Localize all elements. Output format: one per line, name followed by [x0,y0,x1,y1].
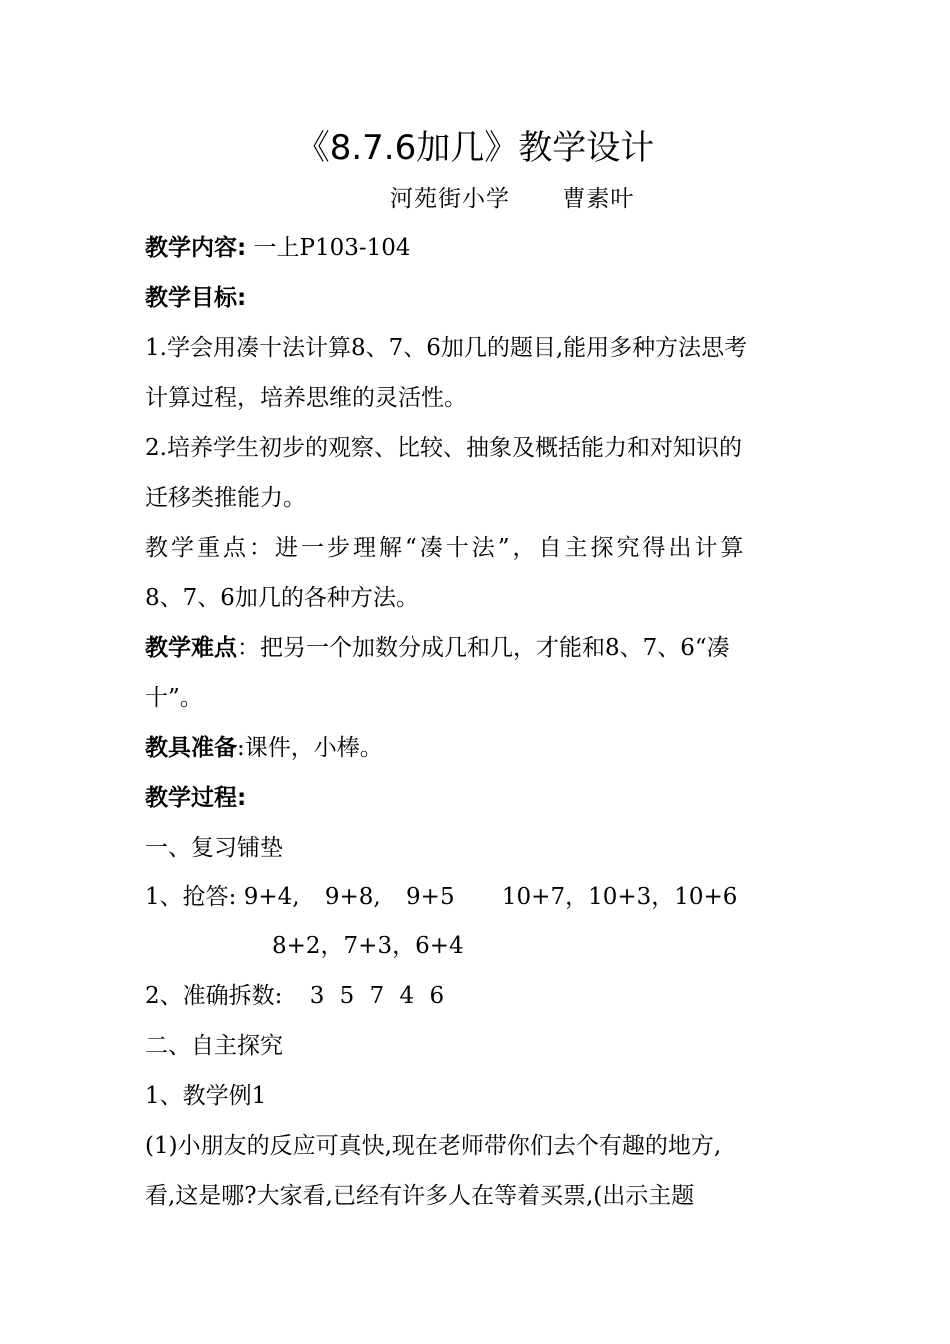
quick-answer-label: 1、抢答: [145,884,237,910]
difficulty-line-2: 十”。 [145,685,203,711]
section-1-heading: 一、复习铺垫 [145,835,283,861]
quick-item: 9+8, [324,884,381,910]
quick-answer-row-2: 8+2，7+3，6+4 [272,933,464,959]
teaching-content-label: 教学内容: [145,235,247,261]
school-name: 河苑街小学 [390,186,510,212]
goal-2-line-2: 迁移类推能力。 [145,485,306,511]
quick-item: 9+5 [406,884,455,910]
byline [390,182,634,216]
teaching-content [145,231,810,265]
step-1-line-1: (1)小朋友的反应可真快,现在老师带你们去个有趣的地方, [145,1133,722,1159]
difficulty-text: ：把另一个加数分成几和几，才能和8、7、6“凑 [237,635,730,661]
tools-text: :课件，小棒。 [237,735,383,761]
tools-label: 教具准备 [145,735,237,761]
key-point-line-2: 8、7、6加几的各种方法。 [145,585,419,611]
quick-items-group: 10+7，10+3，10+6 [501,884,738,910]
split-numbers [145,979,810,1013]
example-1-heading: 1、教学例1 [145,1083,267,1109]
goal-1-line-1: 1.学会用凑十法计算8、7、6加几的题目,能用多种方法思考 [145,335,748,361]
difficulty-label: 教学难点 [145,635,237,661]
teaching-process-label: 教学过程: [145,785,247,811]
step-1-line-2: 看,这是哪?大家看,已经有许多人在等着买票,(出示主题 [145,1183,695,1209]
author-name: 曹素叶 [562,186,635,212]
teaching-goals-label: 教学目标: [145,285,247,311]
goal-1-line-2: 计算过程，培养思维的灵活性。 [145,385,467,411]
goal-2-line-1: 2.培养学生初步的观察、比较、抽象及概括能力和对知识的 [145,435,742,461]
teaching-tools [145,731,810,765]
quick-item: 9+4, [243,884,300,910]
key-point-line-1: 教学重点：进一步理解“凑十法”，自主探究得出计算 [145,535,747,561]
difficulty-line-1 [145,631,810,665]
quick-answer-row-1 [145,880,810,914]
document-title: 《8.7.6加几》教学设计 [295,128,655,168]
section-2-heading: 二、自主探究 [145,1033,283,1059]
split-numbers-label: 2、准确拆数: [145,983,283,1009]
teaching-content-text: 一上P103-104 [253,235,411,261]
split-numbers-values: 3 5 7 4 6 [309,983,445,1009]
